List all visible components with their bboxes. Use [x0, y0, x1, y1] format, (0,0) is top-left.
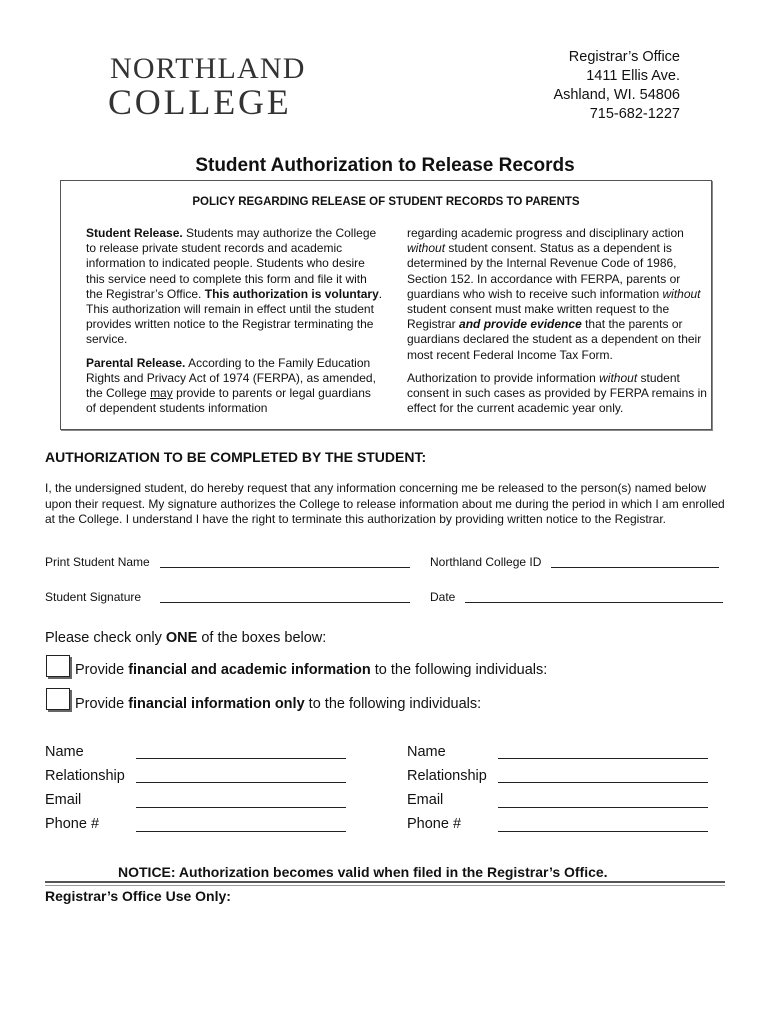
policy-right-paragraph-1 [407, 226, 711, 363]
student-release-bold: This authorization is voluntary [204, 286, 379, 301]
student-release-text2: . This authorization will remain in effect until the student provides written notice to the Registrar terminating the service. [86, 286, 383, 347]
contact2-email-label: Email [407, 792, 444, 808]
print-name-label: Print Student Name [45, 555, 150, 569]
logo-northland: NORTHLAND [110, 52, 306, 85]
contact2-phone-field[interactable] [498, 831, 708, 832]
right-p1-emph: and provide evidence [459, 317, 582, 332]
date-label: Date [430, 590, 456, 604]
financial-only-checkbox[interactable] [46, 688, 70, 710]
option1-post: to the following individuals: [374, 662, 548, 678]
contact2-phone-label: Phone # [407, 816, 462, 832]
policy-left-column [86, 226, 384, 424]
page-title: Student Authorization to Release Records [195, 155, 575, 176]
contact1-name-field[interactable] [136, 758, 346, 759]
right-p1-text3: student consent must make written request to the Registrar [407, 302, 670, 332]
student-release-paragraph [86, 226, 384, 348]
contact2-email-field[interactable] [498, 807, 708, 808]
check-instruction-pre: Please check only [45, 630, 162, 646]
date-field[interactable] [465, 602, 723, 603]
address-street: 1411 Ellis Ave. [586, 68, 680, 84]
financial-academic-checkbox[interactable] [46, 655, 70, 677]
address-office: Registrar’s Office [568, 49, 680, 65]
right-p2-text1: Authorization to provide information [407, 370, 596, 385]
college-id-field[interactable] [551, 567, 719, 568]
right-p2-without: without [599, 370, 638, 385]
right-p1-without2: without [662, 286, 701, 301]
registrar-address [553, 48, 680, 124]
contact1-relationship-field[interactable] [136, 782, 346, 783]
contact1-phone-field[interactable] [136, 831, 346, 832]
authorization-heading: AUTHORIZATION TO BE COMPLETED BY THE STUDENT: [45, 449, 427, 465]
policy-right-paragraph-2 [407, 371, 711, 417]
parental-release-text2: provide to parents or legal guardians of dependent students information [86, 386, 371, 416]
contact1-email-field[interactable] [136, 807, 346, 808]
check-instruction-bold: ONE [165, 630, 198, 646]
notice-text: NOTICE: Authorization becomes valid when filed in the Registrar’s Office. [118, 864, 608, 880]
policy-right-column [407, 226, 711, 424]
option2-post: to the following individuals: [308, 696, 482, 712]
option1-pre: Provide [75, 662, 125, 678]
contact1-name-label: Name [45, 744, 84, 760]
logo-college: COLLEGE [108, 82, 292, 122]
check-instruction-post: of the boxes below: [201, 630, 327, 646]
parental-release-text1: According to the Family Education Rights and Privacy Act of 1974 (FERPA), as amended, the College [86, 355, 376, 401]
option-financial-academic-label [75, 662, 547, 678]
option-financial-only-label [75, 696, 481, 712]
option2-pre: Provide [75, 696, 125, 712]
authorization-text: I, the undersigned student, do hereby request that any information concerning me be released to the person(s) named below upon their request. My signature authorizes the College to release information about me during the period in which I am enrolled at the College. I understand I have the right to terminate this authorization by providing written notice to the Registrar. [45, 481, 725, 526]
contact1-phone-label: Phone # [45, 816, 100, 832]
college-id-label: Northland College ID [430, 555, 542, 569]
parental-release-label: Parental Release. [86, 355, 186, 370]
right-p1-without1: without [407, 241, 446, 256]
address-city: Ashland, WI. 54806 [553, 87, 680, 103]
policy-heading: POLICY REGARDING RELEASE OF STUDENT RECORDS TO PARENTS [192, 196, 580, 208]
student-release-text1: Students may authorize the College to release private student records and academic information to indicated people. Students who desire this service need to complete this form and file it with the Registrar’s Office. [86, 226, 377, 301]
contact2-relationship-label: Relationship [407, 768, 487, 784]
contact2-name-label: Name [407, 744, 446, 760]
divider-rule-thin [45, 885, 725, 886]
right-p1-text4: that the parents or guardians declared the student as a dependent on their most recent Federal Income Tax Form. [407, 317, 702, 362]
right-p1-text2: student consent. Status as a dependent is determined by the Internal Revenue Code of 1986, Section 152. In accordance with FERPA, parents or guardians who wish to receive such information [407, 241, 681, 301]
divider-rule [45, 881, 725, 883]
print-name-field[interactable] [160, 567, 410, 568]
signature-field[interactable] [160, 602, 410, 603]
contact2-name-field[interactable] [498, 758, 708, 759]
contact1-email-label: Email [45, 792, 82, 808]
parental-release-paragraph [86, 356, 384, 417]
right-p1-text1: regarding academic progress and disciplinary action [407, 226, 684, 240]
parental-release-may: may [150, 386, 173, 401]
option1-bold: financial and academic information [128, 662, 371, 678]
address-phone: 715-682-1227 [589, 106, 680, 122]
office-use-heading: Registrar’s Office Use Only: [45, 888, 231, 904]
right-p2-text2: student consent in such cases as provided by FERPA remains in effect for the current academic year only. [407, 370, 707, 416]
check-instruction [45, 630, 326, 646]
signature-label: Student Signature [45, 590, 142, 604]
option2-bold: financial information only [128, 696, 305, 712]
contact2-relationship-field[interactable] [498, 782, 708, 783]
student-release-label: Student Release. [86, 226, 183, 240]
contact1-relationship-label: Relationship [45, 768, 125, 784]
